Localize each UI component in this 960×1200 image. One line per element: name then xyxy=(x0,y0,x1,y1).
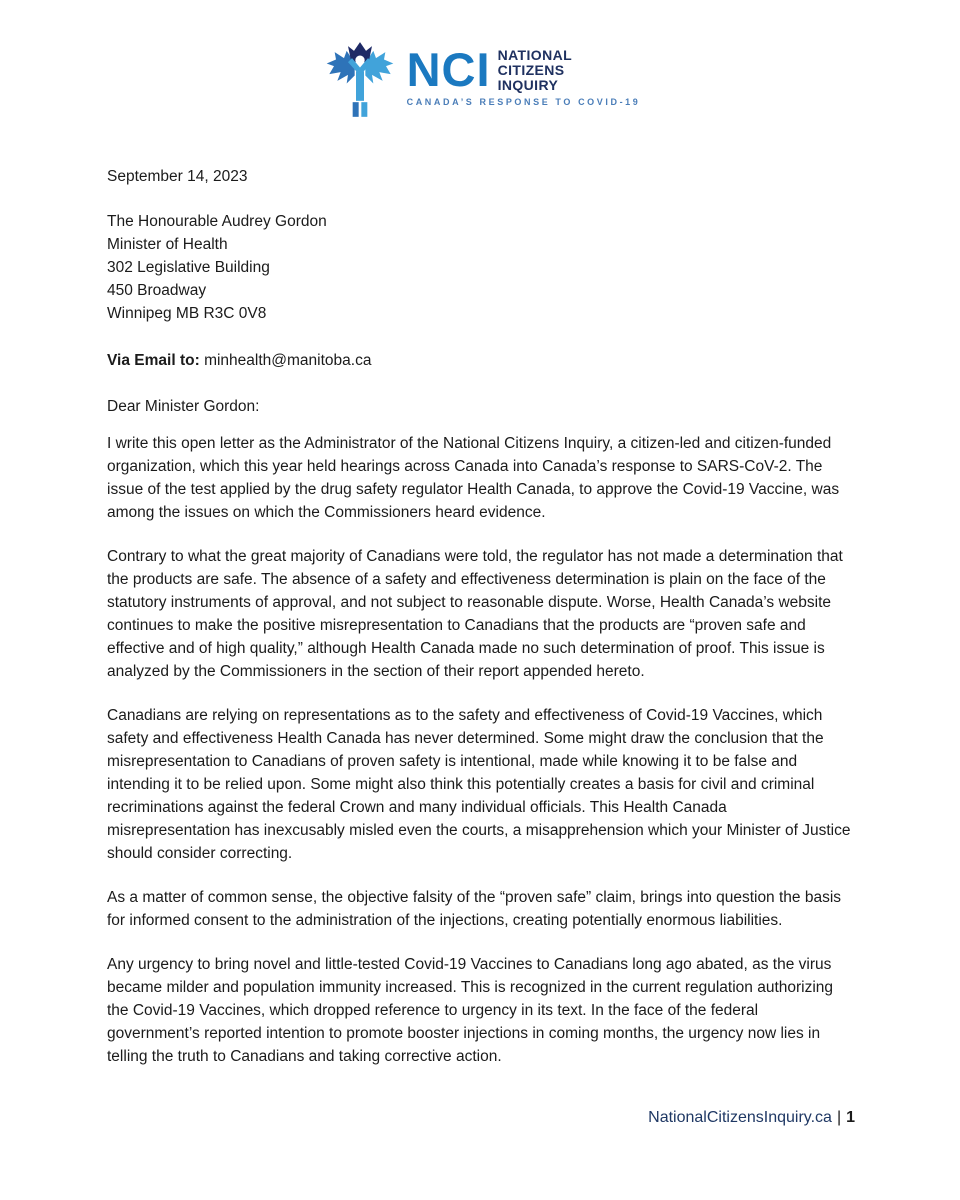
nci-logo xyxy=(0,42,960,117)
via-email-line xyxy=(107,349,853,372)
page-footer xyxy=(648,1108,855,1128)
logo-tagline: CANADA’S RESPONSE TO COVID-19 xyxy=(406,97,641,107)
logo-acronym: NCI xyxy=(406,43,491,97)
logo-name-line3: INQUIRY xyxy=(497,77,559,93)
paragraph-2: Contrary to what the great majority of Canadians were told, the regulator has not made a determination that the products are safe. The absence of a safety and effectiveness determination is plain on the face of the statutory instruments of approval, and not subject to reasonable dispute. Worse, Health Canada’s website continues to make the positive misrepresentation to Canadians that the products are “proven safe and effective and of high quality,” although Health Canada made no such determination of proof. This issue is analyzed by the Commissioners in the section of their report appended hereto. xyxy=(107,548,843,680)
footer-separator: | xyxy=(836,1109,842,1126)
via-email-label: Via Email to: xyxy=(107,352,200,369)
logo-name-line2: CITIZENS xyxy=(497,62,565,78)
logo-org-name xyxy=(498,48,573,93)
via-email-address: minhealth@manitoba.ca xyxy=(204,352,372,369)
logo-wordmark xyxy=(406,43,641,107)
paragraph-5: Any urgency to bring novel and little-tested Covid-19 Vaccines to Canadians long ago abated, as the virus became milder and population immunity increased. This is recognized in the current regulation authorizing the Covid-19 Vaccines, which dropped reference to urgency in its text. In the face of the federal government’s reported intention to promote booster injections in coming months, the urgency now lies in telling the truth to Canadians and taking corrective action. xyxy=(107,956,834,1065)
recipient-title: Minister of Health xyxy=(107,236,228,253)
paragraph-4: As a matter of common sense, the objective falsity of the “proven safe” claim, brings into question the basis for informed consent to the administration of the injections, creating potentially enormous liabilities. xyxy=(107,889,842,929)
letter-body xyxy=(107,165,853,1068)
recipient-address-line1: 302 Legislative Building xyxy=(107,259,270,276)
salutation: Dear Minister Gordon: xyxy=(107,398,260,415)
recipient-name: The Honourable Audrey Gordon xyxy=(107,213,327,230)
footer-page-number: 1 xyxy=(846,1109,855,1126)
paragraph-3: Canadians are relying on representations as to the safety and effectiveness of Covid-19 Vaccines, which safety and effectiveness Health Canada has never determined. Some might draw the conclusion that the misrepresentation to Canadians of proven safety is intentional, made while knowing it to be false and intending it to be relied upon. Some might also think this potentially creates a basis for civil and criminal recriminations against the federal Crown and many individual officials. This Health Canada misrepresentation has inexcusably misled even the courts, a misapprehension which your Minister of Justice should consider correcting. xyxy=(107,707,851,862)
logo-name-line1: NATIONAL xyxy=(497,47,573,63)
paragraph-1: I write this open letter as the Administrator of the National Citizens Inquiry, a citizen-led and citizen-funded organization, which this year held hearings across Canada into Canada’s response to SARS-CoV-2. The issue of the test applied by the drug safety regulator Health Canada, to approve the Covid-19 Vaccine, was among the issues on which the Commissioners heard evidence. xyxy=(107,435,840,521)
footer-site-link[interactable]: NationalCitizensInquiry.ca xyxy=(648,1109,832,1126)
recipient-city-postal: Winnipeg MB R3C 0V8 xyxy=(107,305,267,322)
recipient-address-block xyxy=(107,210,853,325)
letter-date: September 14, 2023 xyxy=(107,168,248,185)
maple-leaf-person-icon xyxy=(320,42,400,117)
recipient-address-line2: 450 Broadway xyxy=(107,282,207,299)
